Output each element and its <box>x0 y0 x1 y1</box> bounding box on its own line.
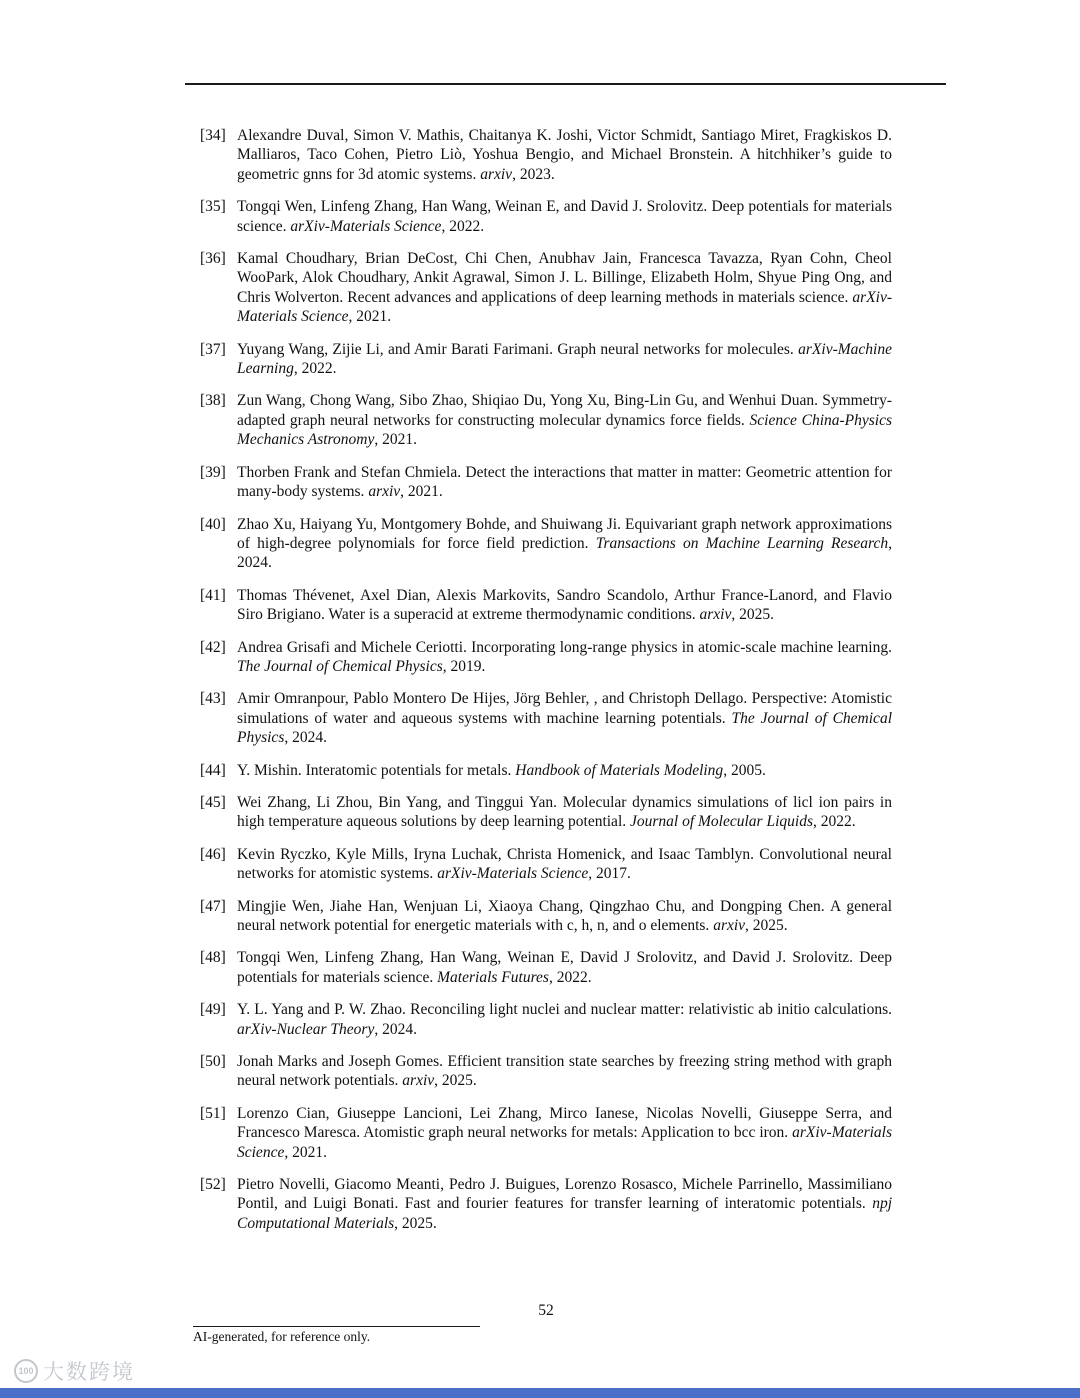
reference-venue: Handbook of Materials Modeling <box>515 761 724 779</box>
reference-body: Wei Zhang, Li Zhou, Bin Yang, and Tinggui Yan. Molecular dynamics simulations of licl ion pairs in high temperature aqueous solutions by deep learning potential. <box>237 793 892 831</box>
reference-text <box>237 197 892 236</box>
reference-text <box>237 793 892 832</box>
reference-text <box>237 761 892 780</box>
reference-body: Tongqi Wen, Linfeng Zhang, Han Wang, Weinan E, and David J. Srolovitz. Deep potentials for materials science. <box>237 198 892 235</box>
reference-label: [52] <box>200 1176 226 1194</box>
reference-text <box>237 249 892 327</box>
reference-label: [48] <box>200 949 226 967</box>
reference-year: , 2017. <box>588 865 631 883</box>
reference-item <box>200 845 892 884</box>
reference-year: , 2021. <box>374 431 417 449</box>
reference-label: [47] <box>200 897 226 915</box>
reference-year: , 2021. <box>348 308 392 326</box>
reference-item <box>200 249 892 327</box>
reference-text <box>237 948 892 987</box>
reference-year: , 2025. <box>731 606 774 624</box>
page-number: 52 <box>538 1302 554 1319</box>
reference-label: [43] <box>200 690 226 708</box>
reference-text <box>237 126 892 184</box>
reference-item <box>200 126 892 184</box>
reference-venue: arXiv-Machine Learning <box>237 340 892 378</box>
reference-label: [34] <box>200 127 226 144</box>
reference-text <box>237 1175 892 1233</box>
footer-note: AI-generated, for reference only. <box>193 1329 371 1344</box>
reference-item <box>200 761 892 780</box>
reference-body: Y. L. Yang and P. W. Zhao. Reconciling light nuclei and nuclear matter: relativistic ab initio calculations. <box>237 1001 892 1019</box>
reference-year: , 2005. <box>723 761 766 779</box>
reference-body: Thorben Frank and Stefan Chmiela. Detect the interactions that matter in matter: Geometric attention for many-body systems. <box>237 463 892 501</box>
reference-body: Alexandre Duval, Simon V. Mathis, Chaitanya K. Joshi, Victor Schmidt, Santiago Miret, Fragkiskos D. Malliaros, Taco Cohen, Pietro Liò, Yoshua Bengio, and Michael Bronstein. A hitchhiker’s guide to geometric gnns for 3d atomic systems. <box>237 127 892 183</box>
bottom-bar <box>0 1388 1080 1398</box>
reference-venue: Materials Futures <box>437 968 549 986</box>
reference-label: [49] <box>200 1001 226 1019</box>
reference-label: [40] <box>200 515 226 533</box>
reference-venue: npj Computational Materials <box>237 1195 892 1232</box>
reference-venue: The Journal of Chemical Physics <box>237 709 892 747</box>
reference-year: , 2025. <box>434 1072 477 1090</box>
reference-label: [41] <box>200 586 226 604</box>
reference-body: Y. Mishin. Interatomic potentials for metals. <box>237 761 512 779</box>
reference-venue: arXiv-Materials Science <box>290 217 442 235</box>
reference-label: [46] <box>200 845 226 863</box>
reference-item <box>200 586 892 625</box>
reference-item <box>200 1104 892 1162</box>
reference-item <box>200 340 892 379</box>
reference-body: Zun Wang, Chong Wang, Sibo Zhao, Shiqiao Du, Yong Xu, Bing-Lin Gu, and Wenhui Duan. Symmetry-adapted graph neural networks for constructing molecular dynamics force fields. <box>237 392 892 429</box>
reference-year: , 2022. <box>548 968 592 986</box>
reference-body: Yuyang Wang, Zijie Li, and Amir Barati Farimani. Graph neural networks for molecules. <box>237 340 794 358</box>
reference-label: [37] <box>200 340 226 358</box>
reference-text <box>237 897 892 936</box>
reference-label: [51] <box>200 1104 226 1122</box>
reference-text <box>237 1104 892 1162</box>
reference-item <box>200 1000 892 1039</box>
header-rule <box>185 83 946 85</box>
reference-text <box>237 515 892 573</box>
reference-year: , 2022. <box>812 813 856 831</box>
reference-item <box>200 1052 892 1091</box>
reference-body: Tongqi Wen, Linfeng Zhang, Han Wang, Weinan E, David J Srolovitz, and David J. Srolovitz. Deep potentials for materials science. <box>237 949 892 986</box>
watermark-logo-icon: 100 <box>14 1359 38 1383</box>
reference-item <box>200 638 892 677</box>
reference-body: Andrea Grisafi and Michele Ceriotti. Incorporating long-range physics in atomic-scale machine learning. <box>237 638 892 656</box>
reference-item <box>200 1175 892 1233</box>
reference-text <box>237 689 892 747</box>
references-list <box>200 126 892 1246</box>
reference-body: Amir Omranpour, Pablo Montero De Hijes, Jörg Behler, , and Christoph Dellago. Perspective: Atomistic simulations of water and aqueous systems with machine learning potentials. <box>237 690 892 727</box>
watermark <box>14 1356 135 1386</box>
reference-text <box>237 463 892 502</box>
reference-label: [45] <box>200 793 226 811</box>
reference-item <box>200 793 892 832</box>
reference-venue: arxiv <box>713 917 746 934</box>
reference-label: [44] <box>200 761 226 779</box>
reference-venue: Journal of Molecular Liquids <box>630 813 813 831</box>
reference-text <box>237 340 892 379</box>
reference-venue: Science China-Physics Mechanics Astronomy <box>237 411 893 449</box>
reference-year: , 2021. <box>400 483 443 501</box>
reference-year: , 2024. <box>374 1020 417 1038</box>
reference-year: , 2021. <box>284 1143 327 1161</box>
reference-item <box>200 197 892 236</box>
reference-text <box>237 845 892 884</box>
reference-body: Pietro Novelli, Giacomo Meanti, Pedro J. Buigues, Lorenzo Rosasco, Michele Parrinello, Massimiliano Pontil, and Luigi Bonati. Fast and fourier features for transfer learning of interatomic potentials. <box>237 1176 892 1213</box>
reference-year: , 2019. <box>442 657 486 675</box>
reference-text <box>237 638 892 677</box>
reference-venue: arxiv <box>699 606 732 624</box>
reference-body: Jonah Marks and Joseph Gomes. Efficient transition state searches by freezing string method with graph neural network potentials. <box>237 1053 892 1090</box>
reference-item <box>200 897 892 936</box>
reference-year: , 2025. <box>745 917 788 934</box>
reference-year: , 2024. <box>284 729 327 747</box>
reference-body: Zhao Xu, Haiyang Yu, Montgomery Bohde, and Shuiwang Ji. Equivariant graph network approximations of high-degree polynomials for force field prediction. <box>237 515 892 552</box>
reference-text <box>237 1052 892 1091</box>
reference-label: [38] <box>200 392 226 410</box>
reference-body: Kamal Choudhary, Brian DeCost, Chi Chen, Anubhav Jain, Francesca Tavazza, Ryan Cohn, Cheol WooPark, Alok Choudhary, Ankit Agrawal, Simon J. L. Billinge, Elizabeth Holm, Shyue Ping Ong, and Chris Wolverton. Recent advances and applications of deep learning methods in materials science. <box>237 250 892 306</box>
reference-text <box>237 391 892 449</box>
reference-item <box>200 463 892 502</box>
footnote-rule <box>193 1326 480 1327</box>
reference-label: [50] <box>200 1053 226 1071</box>
reference-venue: arXiv-Materials Science <box>237 288 893 326</box>
reference-label: [39] <box>200 463 226 481</box>
reference-venue: The Journal of Chemical Physics <box>237 657 443 675</box>
reference-item <box>200 391 892 449</box>
watermark-text: 大数跨境 <box>43 1361 135 1384</box>
reference-text <box>237 1000 892 1039</box>
reference-venue: arXiv-Materials Science <box>237 1124 892 1161</box>
reference-venue: Transactions on Machine Learning Research <box>595 534 889 552</box>
reference-label: [36] <box>200 250 226 268</box>
reference-body: Kevin Ryczko, Kyle Mills, Iryna Luchak, Christa Homenick, and Isaac Tamblyn. Convolutional neural networks for atomistic systems. <box>237 845 892 883</box>
reference-year: , 2023. <box>512 165 555 183</box>
reference-year: , 2024. <box>237 534 893 572</box>
reference-venue: arxiv <box>480 165 513 183</box>
reference-venue: arXiv-Materials Science <box>437 865 589 883</box>
reference-body: Mingjie Wen, Jiahe Han, Wenjuan Li, Xiaoya Chang, Qingzhao Chu, and Dongping Chen. A general neural network potential for energetic materials with c, h, n, and o elements. <box>237 897 892 934</box>
reference-item <box>200 515 892 573</box>
reference-year: , 2022. <box>293 360 337 378</box>
reference-label: [42] <box>200 638 226 656</box>
reference-label: [35] <box>200 198 226 216</box>
reference-venue: arXiv-Nuclear Theory <box>237 1020 375 1038</box>
reference-year: , 2025. <box>394 1214 437 1232</box>
reference-body: Thomas Thévenet, Axel Dian, Alexis Markovits, Sandro Scandolo, Arthur France-Lanord, and Flavio Siro Brigiano. Water is a superacid at extreme thermodynamic conditions. <box>237 586 892 624</box>
reference-item <box>200 948 892 987</box>
reference-venue: arxiv <box>402 1072 435 1090</box>
reference-year: , 2022. <box>441 217 485 235</box>
reference-text <box>237 586 892 625</box>
reference-body: Lorenzo Cian, Giuseppe Lancioni, Lei Zhang, Mirco Ianese, Nicolas Novelli, Giuseppe Serra, and Francesco Maresca. Atomistic graph neural networks for metals: Application to bcc iron. <box>237 1104 892 1142</box>
reference-venue: arxiv <box>368 483 401 501</box>
reference-item <box>200 689 892 747</box>
